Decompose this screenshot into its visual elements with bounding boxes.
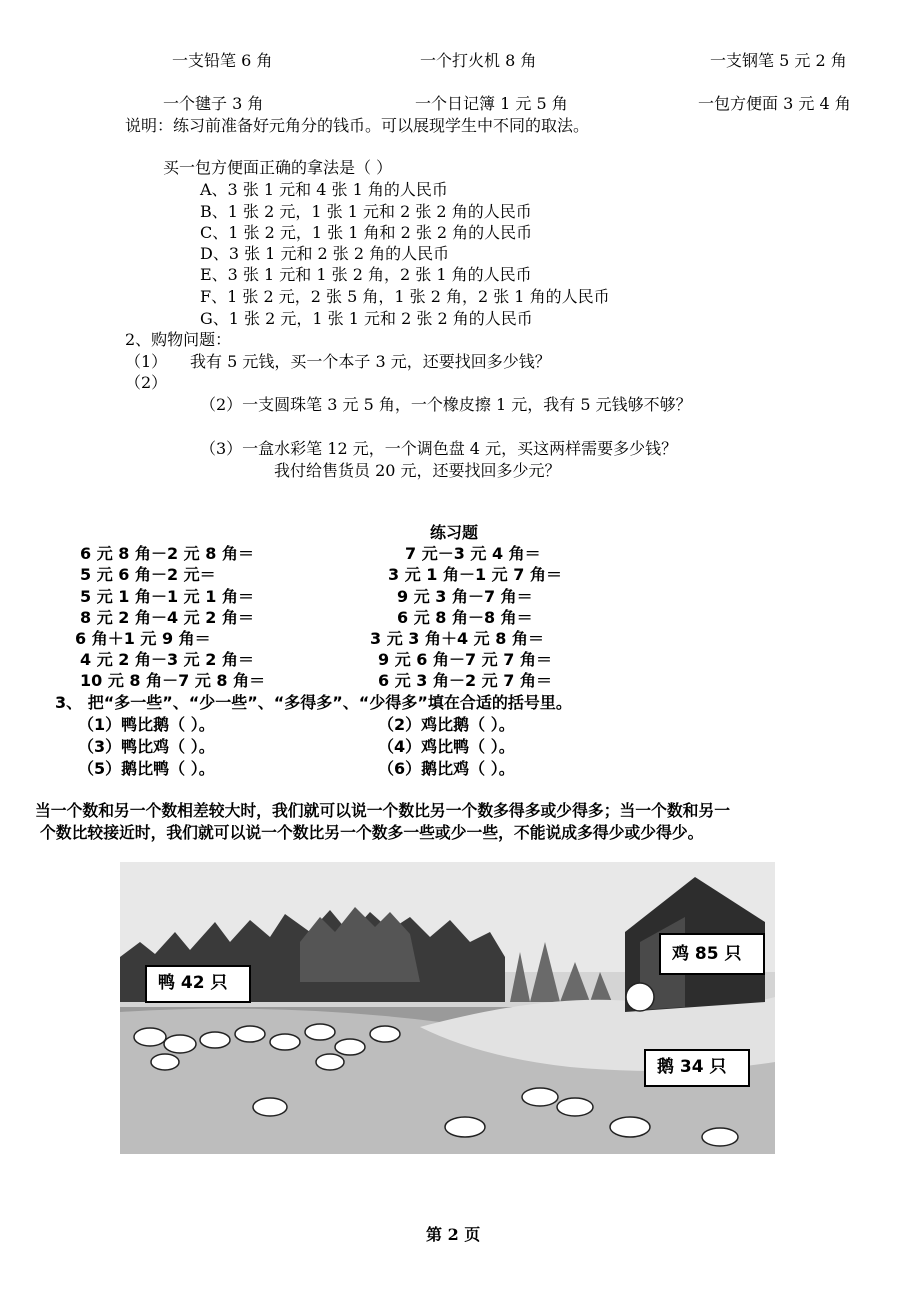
q2-item1-number: （1） — [125, 352, 168, 371]
q2-item1-text: 我有 5 元钱，买一个本子 3 元，还要找回多少钱？ — [190, 352, 551, 371]
practice-left-6: 4 元 2 角－3 元 2 角＝ — [80, 650, 254, 669]
farm-scene-svg — [120, 862, 775, 1154]
q1-stem: 买一包方便面正确的拿法是（ ） — [163, 158, 393, 177]
q3-item-5: （5）鹅比鸭（ ）。 — [78, 759, 215, 778]
q2-item2-text: （2）一支圆珠笔 3 元 5 角，一个橡皮擦 1 元，我有 5 元钱够不够？ — [200, 395, 692, 414]
practice-right-6: 9 元 6 角－7 元 7 角＝ — [378, 650, 552, 669]
practice-left-3: 5 元 1 角－1 元 1 角＝ — [80, 587, 254, 606]
practice-right-2: 3 元 1 角－1 元 7 角＝ — [388, 565, 562, 584]
q1-option-c: C、1 张 2 元，1 张 1 角和 2 张 2 角的人民币 — [200, 223, 533, 242]
price-shuttlecock: 一个毽子 3 角 — [163, 94, 264, 113]
price-lighter: 一个打火机 8 角 — [420, 51, 537, 70]
q1-option-f: F、1 张 2 元，2 张 5 角，1 张 2 角，2 张 1 角的人民币 — [200, 287, 610, 306]
q3-item-1: （1）鸭比鹅（ ）。 — [78, 715, 215, 734]
explain-line-1: 当一个数和另一个数相差较大时，我们就可以说一个数比另一个数多得多或少得多；当一个数和另一 — [35, 801, 731, 820]
q3-title: 3、 把“多一些”、“少一些”、“多得多”、“少得多”填在合适的括号里。 — [55, 693, 572, 712]
practice-left-1: 6 元 8 角－2 元 8 角＝ — [80, 544, 254, 563]
explain-line-2: 个数比较接近时，我们就可以说一个数比另一个数多一些或少一些，不能说成多得少或少得少。 — [40, 823, 704, 842]
practice-left-2: 5 元 6 角－2 元＝ — [80, 565, 216, 584]
q2-title: 2、购物问题： — [125, 330, 232, 349]
q1-option-d: D、3 张 1 元和 2 张 2 角的人民币 — [200, 244, 450, 263]
practice-left-5: 6 角＋1 元 9 角＝ — [75, 629, 211, 648]
practice-left-4: 8 元 2 角－4 元 2 角＝ — [80, 608, 254, 627]
duck-count-label: 鸭 42 只 — [158, 973, 228, 993]
q3-item-2: （2）鸡比鹅（ ）。 — [378, 715, 515, 734]
q1-option-e: E、3 张 1 元和 1 张 2 角，2 张 1 角的人民币 — [200, 265, 532, 284]
practice-right-4: 6 元 8 角－8 角＝ — [397, 608, 533, 627]
q3-item-3: （3）鸭比鸡（ ）。 — [78, 737, 215, 756]
q2-item2-number: （2） — [125, 373, 168, 392]
teaching-note: 说明：练习前准备好元角分的钱币。可以展现学生中不同的取法。 — [125, 116, 590, 135]
price-diary: 一个日记簿 1 元 5 角 — [415, 94, 568, 113]
price-pencil: 一支铅笔 6 角 — [172, 51, 273, 70]
farm-illustration — [120, 862, 775, 1154]
practice-title: 练习题 — [430, 523, 479, 542]
q3-item-6: （6）鹅比鸡（ ）。 — [378, 759, 515, 778]
practice-right-7: 6 元 3 角－2 元 7 角＝ — [378, 671, 552, 690]
q1-option-g: G、1 张 2 元，1 张 1 元和 2 张 2 角的人民币 — [200, 309, 533, 328]
q1-option-b: B、1 张 2 元，1 张 1 元和 2 张 2 角的人民币 — [200, 202, 532, 221]
page-number: 第 2 页 — [426, 1225, 481, 1244]
goose-count-label: 鹅 34 只 — [657, 1057, 727, 1077]
practice-right-1: 7 元－3 元 4 角＝ — [405, 544, 541, 563]
practice-right-3: 9 元 3 角－7 角＝ — [397, 587, 533, 606]
q1-option-a: A、3 张 1 元和 4 张 1 角的人民币 — [200, 180, 448, 199]
price-pen: 一支钢笔 5 元 2 角 — [710, 51, 847, 70]
q3-item-4: （4）鸡比鸭（ ）。 — [378, 737, 515, 756]
q2-item3-line2: 我付给售货员 20 元，还要找回多少元？ — [274, 461, 561, 480]
price-noodles: 一包方便面 3 元 4 角 — [698, 94, 851, 113]
q2-item3-line1: （3）一盒水彩笔 12 元，一个调色盘 4 元，买这两样需要多少钱？ — [200, 439, 678, 458]
practice-right-5: 3 元 3 角＋4 元 8 角＝ — [370, 629, 544, 648]
chicken-count-label: 鸡 85 只 — [672, 944, 742, 964]
practice-left-7: 10 元 8 角－7 元 8 角＝ — [80, 671, 266, 690]
